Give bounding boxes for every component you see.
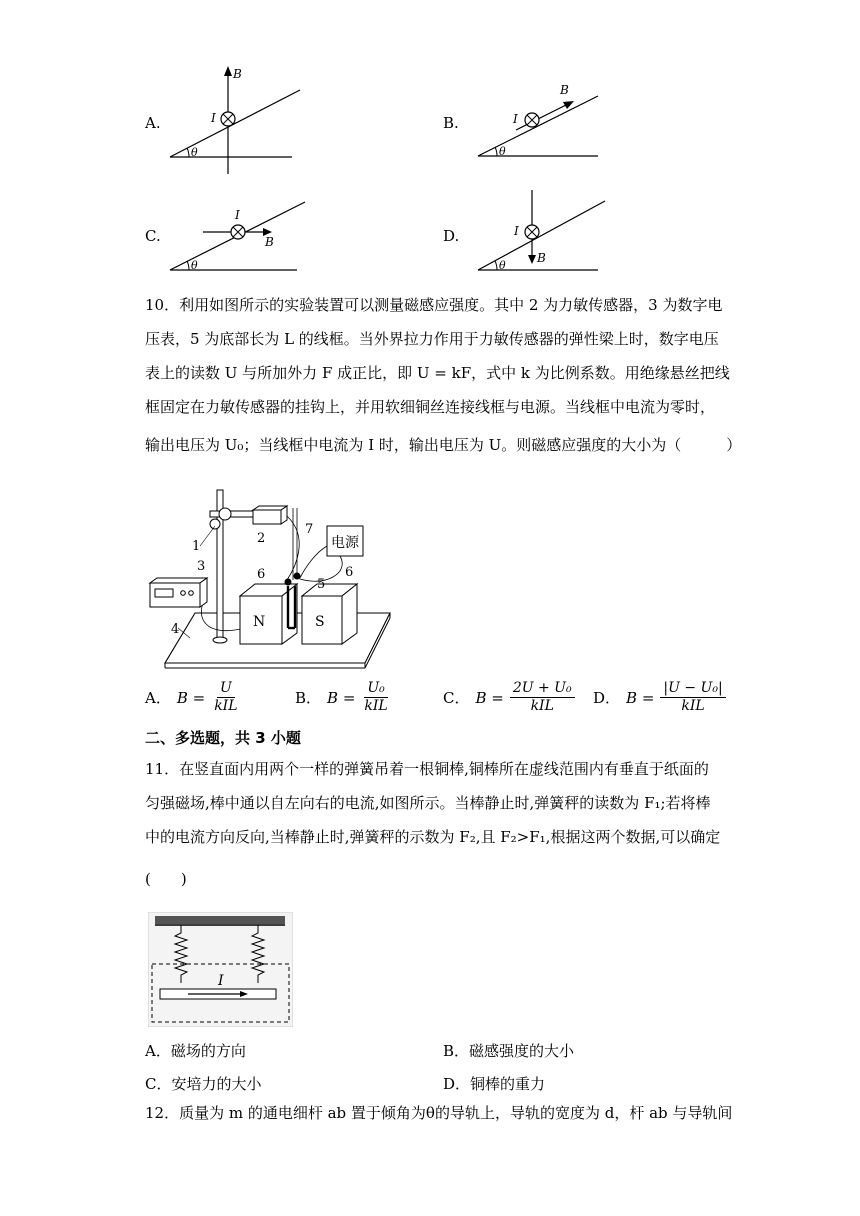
q10-line: 压表，5 为底部长为 L 的线框。当外界拉力作用于力敏传感器的弹性梁上时，数字电压: [145, 330, 719, 348]
current-label: I: [211, 111, 216, 125]
label-3: 3: [197, 559, 206, 574]
option-letter: C．: [443, 689, 470, 707]
magnet-n-label: N: [253, 614, 266, 630]
q11-line: 中的电流方向反向,当棒静止时,弹簧秤的示数为 F₂,且 F₂>F₁,根据这两个数据,可以确定: [145, 828, 721, 846]
power-label: 电源: [331, 535, 359, 551]
q10-line: 输出电压为 U₀；当线框中电流为 I 时，输出电压为 U。则磁感应强度的大小为（ ）: [145, 436, 742, 454]
question-12-text: [145, 1096, 732, 1130]
label-6b: 6: [345, 565, 354, 580]
option-c-letter: C.: [145, 227, 161, 245]
label-7: 7: [305, 522, 314, 537]
option-d-letter: D.: [443, 227, 460, 245]
option-c-diagram: [165, 195, 315, 280]
section-heading: 二、多选题，共 3 小题: [145, 729, 301, 747]
option-prefix: B =: [626, 688, 655, 707]
q10-line: 10．利用如图所示的实验装置可以测量磁感应强度。其中 2 为力敏传感器，3 为数字电: [145, 296, 723, 314]
option-prefix: B =: [327, 688, 356, 707]
current-label: I: [514, 224, 519, 238]
option-letter: A．: [145, 689, 171, 707]
q11-option-c: C．安培力的大小: [145, 1075, 262, 1093]
option-fraction: $\frac{\text{|U − U₀|}}{\text{kIL}}$: [660, 680, 725, 715]
arrow-label: B: [233, 67, 242, 81]
q10-apparatus-figure: [145, 478, 395, 673]
option-fraction: $\frac{\text{2U + U₀}}{\text{kIL}}$: [510, 680, 575, 715]
q10-line: 表上的读数 U 与所加外力 F 成正比，即 U = kF，式中 k 为比例系数。用绝缘悬丝把线: [145, 364, 730, 382]
angle-label: θ: [191, 259, 198, 272]
option-prefix: B =: [176, 688, 206, 707]
option-a-diagram: [165, 62, 315, 177]
q11-line: 11．在竖直面内用两个一样的弹簧吊着一根铜棒,铜棒所在虚线范围内有垂直于纸面的: [145, 760, 709, 778]
q10-option-d: [593, 680, 726, 715]
label-6a: 6: [257, 567, 266, 582]
magnet-s-label: S: [315, 614, 325, 630]
q11-option-d: D．铜棒的重力: [443, 1075, 546, 1093]
option-prefix: B =: [475, 688, 504, 707]
arrow-label: B: [537, 251, 546, 265]
current-label: I: [513, 112, 518, 126]
q10-option-b: [295, 680, 391, 715]
option-letter: D．: [593, 689, 621, 707]
question-10-text: [145, 288, 741, 462]
angle-label: θ: [499, 145, 506, 158]
q10-option-a: [145, 680, 241, 715]
current-label: I: [218, 973, 224, 989]
q12-line: 12．质量为 m 的通电细杆 ab 置于倾角为θ的导轨上，导轨的宽度为 d，杆 ab 与导轨间: [145, 1104, 733, 1122]
q10-option-c: [443, 680, 575, 715]
label-2: 2: [257, 531, 266, 546]
q11-option-b: B．磁感强度的大小: [443, 1042, 575, 1060]
label-5: 5: [317, 577, 326, 592]
arrow-label: B: [265, 235, 274, 249]
label-1: 1: [192, 539, 201, 554]
current-label: I: [235, 208, 240, 222]
angle-label: θ: [191, 146, 198, 159]
option-d-diagram: [470, 185, 615, 280]
option-b-diagram: [470, 78, 615, 163]
q11-spring-figure: [148, 912, 293, 1027]
option-fraction: $\frac{\text{U₀}}{\text{kIL}}$: [364, 680, 388, 714]
q10-line: 框固定在力敏传感器的挂钩上，并用软细铜丝连接线框与电源。当线框中电流为零时，: [145, 398, 716, 416]
label-4: 4: [171, 622, 180, 637]
q11-line: ( ): [145, 870, 187, 888]
q11-option-a: A．磁场的方向: [145, 1042, 246, 1060]
question-11-text: [145, 752, 720, 896]
angle-label: θ: [499, 259, 506, 272]
option-b-letter: B.: [443, 114, 459, 132]
option-letter: B．: [295, 689, 322, 707]
option-fraction: $\frac{U}{\text{kIL}}$: [214, 680, 238, 714]
arrow-label: B: [560, 83, 569, 97]
option-a-letter: A.: [145, 114, 161, 132]
q11-line: 匀强磁场,棒中通以自左向右的电流,如图所示。当棒静止时,弹簧秤的读数为 F₁;若将棒: [145, 794, 711, 812]
